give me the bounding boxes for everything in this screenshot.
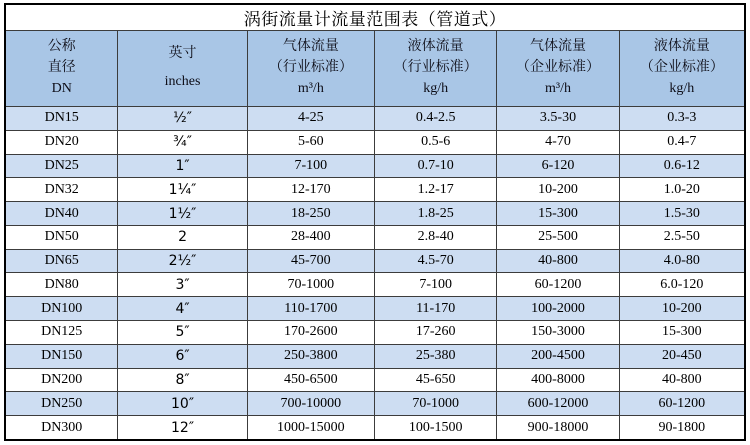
table-row <box>6 177 744 201</box>
header-line: kg/h <box>423 81 449 97</box>
table-cell: 250-3800 <box>247 345 374 368</box>
table-cell: 450-6500 <box>247 369 374 392</box>
table-cell: 45-700 <box>247 250 374 273</box>
table-cell: 3.5-30 <box>496 107 618 130</box>
table-cell: 600-12000 <box>496 392 618 415</box>
table-cell: 1.8-25 <box>374 202 496 225</box>
header-line: kg/h <box>669 81 695 97</box>
table-cell: 1″ <box>117 155 246 178</box>
table-cell: 400-8000 <box>496 369 618 392</box>
table-row <box>6 130 744 154</box>
table-cell: 4.5-70 <box>374 250 496 273</box>
table-cell: 45-650 <box>374 369 496 392</box>
table-row <box>6 201 744 225</box>
header-line: 直径 <box>47 60 76 76</box>
table-cell: 0.6-12 <box>619 155 744 178</box>
table-cell: DN15 <box>44 110 79 126</box>
table-cell: 2.5-50 <box>619 226 744 249</box>
table-cell: 20-450 <box>619 345 744 368</box>
table-row <box>6 368 744 392</box>
table-cell: 0.3-3 <box>619 107 744 130</box>
table-row <box>6 296 744 320</box>
table-cell: DN250 <box>41 395 83 411</box>
table-cell: 4-25 <box>247 107 374 130</box>
column-header-gas-enterprise <box>496 31 618 106</box>
table-cell: DN40 <box>44 205 79 221</box>
table-cell: 90-1800 <box>619 416 744 439</box>
header-line: （行业标准） <box>268 60 353 76</box>
table-cell: 2.8-40 <box>374 226 496 249</box>
header-line: 气体流量 <box>282 39 339 55</box>
table-cell: 0.4-2.5 <box>374 107 496 130</box>
table-cell: ¾″ <box>117 131 246 154</box>
table-cell: DN50 <box>44 229 79 245</box>
header-line: 液体流量 <box>407 39 464 55</box>
table-cell: 100-2000 <box>496 297 618 320</box>
table-cell: 0.4-7 <box>619 131 744 154</box>
header-line: （企业标准） <box>516 60 600 76</box>
table-row <box>6 225 744 249</box>
table-cell: 12″ <box>117 416 246 439</box>
table-cell: 12-170 <box>247 178 374 201</box>
column-header-dn <box>6 31 117 106</box>
table-cell: 4.0-80 <box>619 250 744 273</box>
table-cell: 1.5-30 <box>619 202 744 225</box>
table-row <box>6 154 744 178</box>
table-cell: 7-100 <box>247 155 374 178</box>
table-cell: 25-500 <box>496 226 618 249</box>
column-header-inches <box>117 31 246 106</box>
column-header-liquid-industry <box>374 31 496 106</box>
table-cell: 10-200 <box>619 297 744 320</box>
table-cell: 1¼″ <box>117 178 246 201</box>
table-cell: 0.7-10 <box>374 155 496 178</box>
table-cell: 15-300 <box>496 202 618 225</box>
table-cell: 5-60 <box>247 131 374 154</box>
table-cell: DN25 <box>44 157 79 173</box>
table-cell: 15-300 <box>619 321 744 344</box>
table-cell: 200-4500 <box>496 345 618 368</box>
table-cell: 7-100 <box>374 273 496 296</box>
table-cell: 170-2600 <box>247 321 374 344</box>
table-cell: 70-1000 <box>374 392 496 415</box>
table-title: 涡街流量计流量范围表（管道式） <box>6 5 744 30</box>
table-cell: 700-10000 <box>247 392 374 415</box>
table-cell: DN20 <box>44 134 79 150</box>
table-cell: 2½″ <box>117 250 246 273</box>
table-cell: DN300 <box>41 419 83 435</box>
table-cell: 6.0-120 <box>619 273 744 296</box>
header-line: （企业标准） <box>639 60 724 76</box>
header-line: （行业标准） <box>393 60 478 76</box>
table-cell: 6-120 <box>496 155 618 178</box>
table-cell: 1.0-20 <box>619 178 744 201</box>
header-line: DN <box>51 81 72 97</box>
table-cell: 60-1200 <box>619 392 744 415</box>
table-header-row <box>6 30 744 107</box>
header-line: m³/h <box>297 81 324 97</box>
header-line: 公称 <box>47 39 76 55</box>
table-cell: DN100 <box>41 300 83 316</box>
table-cell: 1½″ <box>117 202 246 225</box>
table-cell: 17-260 <box>374 321 496 344</box>
table-cell: 11-170 <box>374 297 496 320</box>
table-cell: 900-18000 <box>496 416 618 439</box>
table-row <box>6 249 744 273</box>
table-cell: DN80 <box>44 276 79 292</box>
table-row <box>6 344 744 368</box>
header-line: 液体流量 <box>653 39 710 55</box>
table-cell: 5″ <box>117 321 246 344</box>
table-row <box>6 272 744 296</box>
table-cell: 150-3000 <box>496 321 618 344</box>
table-cell: 1000-15000 <box>247 416 374 439</box>
table-cell: 28-400 <box>247 226 374 249</box>
table-row <box>6 415 744 439</box>
table-cell: 2 <box>117 226 246 249</box>
table-cell: DN65 <box>44 253 79 269</box>
table-cell: 100-1500 <box>374 416 496 439</box>
table-cell: 110-1700 <box>247 297 374 320</box>
table-cell: 3″ <box>117 273 246 296</box>
table-cell: ½″ <box>117 107 246 130</box>
table-cell: 10-200 <box>496 178 618 201</box>
table-cell: 0.5-6 <box>374 131 496 154</box>
table-cell: DN150 <box>41 348 83 364</box>
table-cell: 18-250 <box>247 202 374 225</box>
table-cell: 60-1200 <box>496 273 618 296</box>
table-cell: 25-380 <box>374 345 496 368</box>
table-cell: 10″ <box>117 392 246 415</box>
table-cell: 40-800 <box>619 369 744 392</box>
table-cell: 70-1000 <box>247 273 374 296</box>
table-row <box>6 391 744 415</box>
table-cell: DN32 <box>44 181 79 197</box>
table-cell: 40-800 <box>496 250 618 273</box>
column-header-liquid-enterprise <box>619 31 744 106</box>
table-cell: 4-70 <box>496 131 618 154</box>
table-cell: 8″ <box>117 369 246 392</box>
header-line: inches <box>164 74 201 90</box>
table-cell: 6″ <box>117 345 246 368</box>
table-body <box>6 107 744 439</box>
table-cell: 4″ <box>117 297 246 320</box>
flow-range-table <box>4 3 746 441</box>
table-row <box>6 320 744 344</box>
column-header-gas-industry <box>247 31 374 106</box>
table-cell: DN200 <box>41 371 83 387</box>
table-cell: DN125 <box>41 324 83 340</box>
header-line: m³/h <box>545 81 571 97</box>
header-line: 气体流量 <box>530 39 586 55</box>
table-row <box>6 107 744 130</box>
table-cell: 1.2-17 <box>374 178 496 201</box>
header-line: 英寸 <box>168 46 197 62</box>
